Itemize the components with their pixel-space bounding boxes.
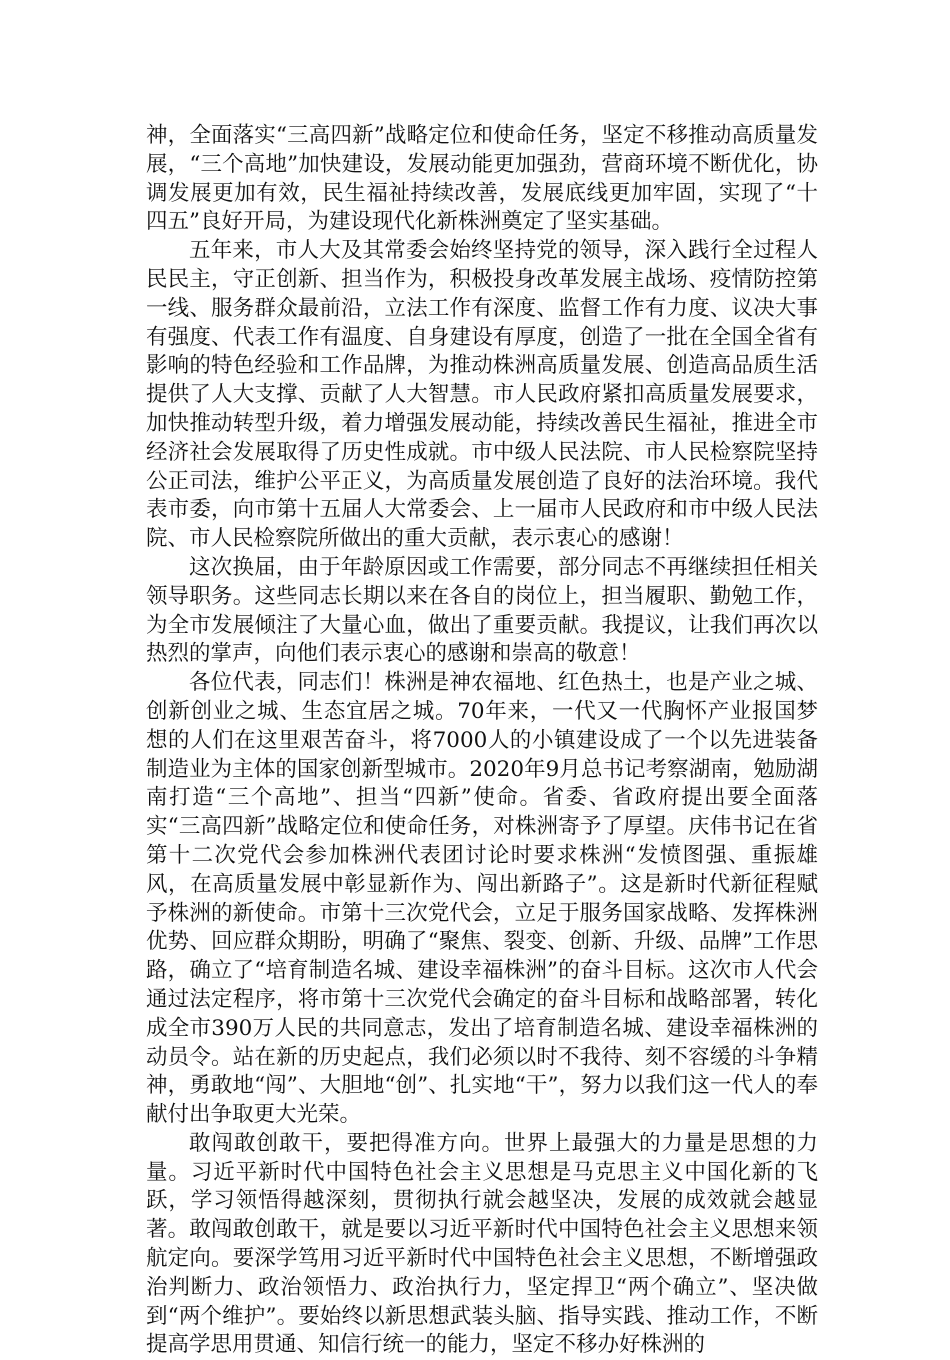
paragraph-1: 神，全面落实“三高四新”战略定位和使命任务，坚定不移推动高质量发展，“三个高地”加快建设，发展动能更加强劲，营商环境不断优化，协调发展更加有效，民生福祉持续改善，发展底线更加牢固，实现了“十四五”良好开局，为建设现代化新株洲奠定了坚实基础。 [146, 123, 818, 235]
paragraph-4: 各位代表，同志们！株洲是神农福地、红色热土，也是产业之城、创新创业之城、生态宜居之城。70年来，一代又一代胸怀产业报国梦想的人们在这里艰苦奋斗，将7000人的小镇建设成了一个以先进装备制造业为主体的国家创新型城市。2020年9月总书记考察湖南，勉励湖南打造“三个高地”、担当“四新”使命。省委、省政府提出要全面落实“三高四新”战略定位和使命任务，对株洲寄予了厚望。庆伟书记在省第十二次党代会参加株洲代表团讨论时要求株洲“发愤图强、重振雄风，在高质量发展中彰显新作为、闯出新路子”。这是新时代新征程赋予株洲的新使命。市第十三次党代会，立足于服务国家战略、发挥株洲优势、回应群众期盼，明确了“聚焦、裂变、创新、升级、品牌”工作思路，确立了“培育制造名城、建设幸福株洲”的奋斗目标。这次市人代会通过法定程序，将市第十三次党代会确定的奋斗目标和战略部署，转化成全市390万人民的共同意志，发出了培育制造名城、建设幸福株洲的动员令。站在新的历史起点，我们必须以时不我待、刻不容缓的斗争精神，勇敢地“闯”、大胆地“创”、扎实地“干”，努力以我们这一代人的奉献付出争取更大光荣。 [146, 670, 818, 1128]
paragraph-5: 敢闯敢创敢干，要把得准方向。世界上最强大的力量是思想的力量。习近平新时代中国特色社会主义思想是马克思主义中国化新的飞跃，学习领悟得越深刻，贯彻执行就会越坚决，发展的成效就会越显著。敢闯敢创敢干，就是要以习近平新时代中国特色社会主义思想来领航定向。要深学笃用习近平新时代中国特色社会主义思想，不断增强政治判断力、政治领悟力、政治执行力，坚定捍卫“两个确立”、坚决做到“两个维护”。要始终以新思想武装头脑、指导实践、推动工作，不断提高学思用贯通、知信行统一的能力，坚定不移办好株洲的 [146, 1130, 818, 1358]
paragraph-3: 这次换届，由于年龄原因或工作需要，部分同志不再继续担任相关领导职务。这些同志长期以来在各自的岗位上，担当履职、勤勉工作，为全市发展倾注了大量心血，做出了重要贡献。我提议，让我们再次以热烈的掌声，向他们表示衷心的感谢和崇高的敬意！ [146, 554, 818, 667]
document-page [146, 122, 818, 1360]
paragraph-2: 五年来，市人大及其常委会始终坚持党的领导，深入践行全过程人民民主，守正创新、担当作为，积极投身改革发展主战场、疫情防控第一线、服务群众最前沿，立法工作有深度、监督工作有力度、议决大事有强度、代表工作有温度、自身建设有厚度，创造了一批在全国全省有影响的特色经验和工作品牌，为推动株洲高质量发展、创造高品质生活提供了人大支撑、贡献了人大智慧。市人民政府紧扣高质量发展要求，加快推动转型升级，着力增强发展动能，持续改善民生福祉，推进全市经济社会发展取得了历史性成就。市中级人民法院、市人民检察院坚持公正司法，维护公平正义，为高质量发展创造了良好的法治环境。我代表市委，向市第十五届人大常委会、上一届市人民政府和市中级人民法院、市人民检察院所做出的重大贡献，表示衷心的感谢！ [146, 238, 818, 552]
